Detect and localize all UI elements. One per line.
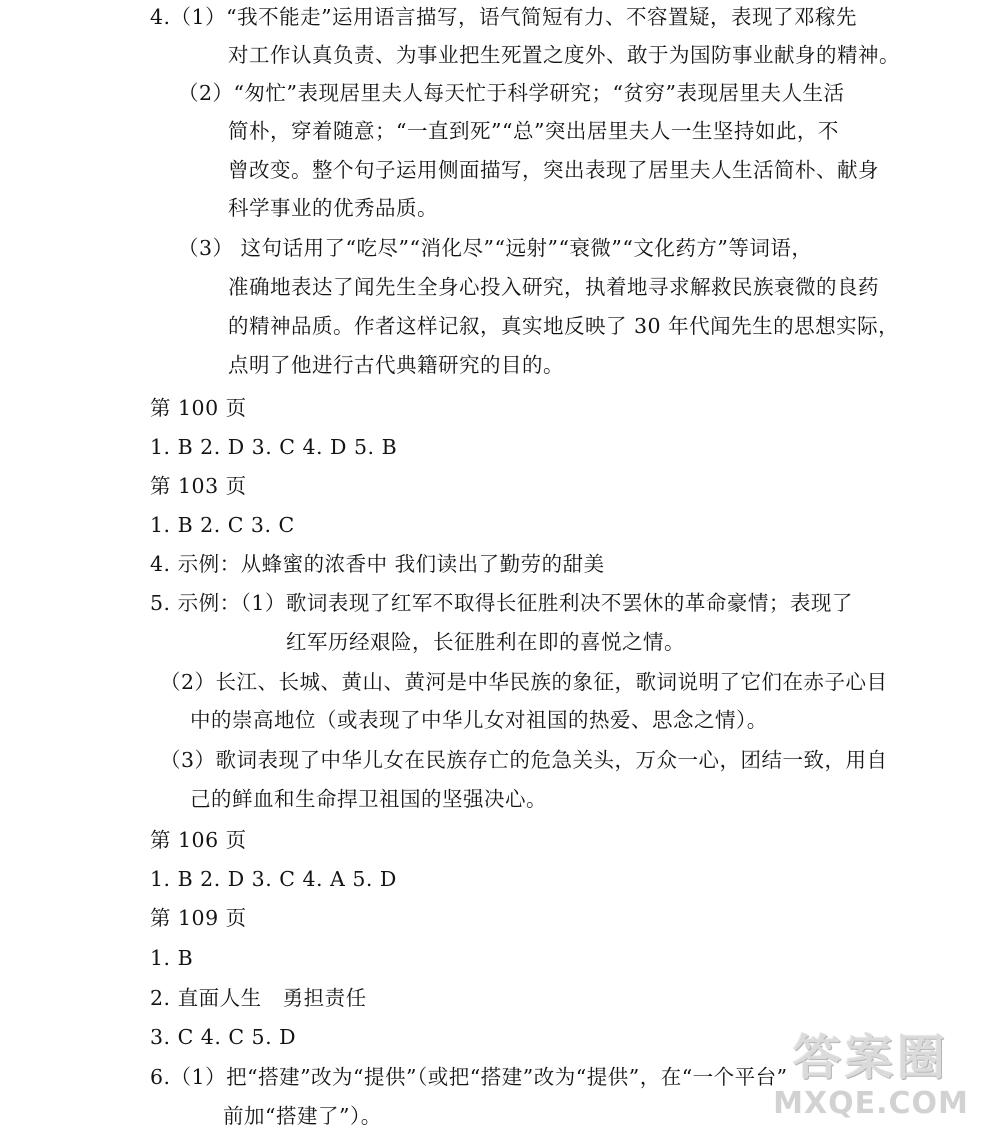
page-heading-103: 第 103 页 <box>150 474 247 498</box>
q4-part2-line4: 科学事业的优秀品质。 <box>228 196 438 220</box>
q4-part1-line1: 4.（1）“我不能走”运用语言描写，语气简短有力、不容置疑，表现了邓稼先 <box>150 5 858 29</box>
answer-103-q5-part2-line2: 中的崇高地位（或表现了中华儿女对祖国的热爱、思念之情）。 <box>190 708 768 732</box>
answer-109-q6-line1: 6.（1）把“搭建”改为“提供”（或把“搭建”改为“提供”，在“一个平台” <box>150 1065 788 1089</box>
q4-part3-line3: 的精神品质。作者这样记叙，真实地反映了 30 年代闻先生的思想实际， <box>228 314 900 338</box>
answer-103-q5-part2-line1: （2）长江、长城、黄山、黄河是中华民族的象征，歌词说明了它们在赤子心目 <box>160 670 888 694</box>
answer-103-q5-part3-line2: 己的鲜血和生命捍卫祖国的坚强决心。 <box>190 787 547 811</box>
answer-109-q2: 2. 直面人生 勇担责任 <box>150 986 367 1010</box>
q4-part3-line4: 点明了他进行古代典籍研究的目的。 <box>228 353 564 377</box>
q4-part3-line1: （3） 这句话用了“吃尽”“消化尽”“远射”“衰微”“文化药方”等词语， <box>178 236 813 260</box>
answers-103-choice: 1. B 2. C 3. C <box>150 513 295 537</box>
q4-part2-line1: （2）“匆忙”表现居里夫人每天忙于科学研究；“贫穷”表现居里夫人生活 <box>178 81 845 105</box>
answer-109-q1: 1. B <box>150 946 194 970</box>
q4-part2-line3: 曾改变。整个句子运用侧面描写，突出表现了居里夫人生活简朴、献身 <box>228 158 879 182</box>
answer-103-q5-part1-line1: 5. 示例：（1）歌词表现了红军不取得长征胜利决不罢休的革命豪情；表现了 <box>150 591 853 615</box>
answer-103-q4: 4. 示例：从蜂蜜的浓香中 我们读出了勤劳的甜美 <box>150 552 605 576</box>
answers-106: 1. B 2. D 3. C 4. A 5. D <box>150 867 397 891</box>
q4-part2-line2: 简朴，穿着随意；“一直到死”“总”突出居里夫人一生坚持如此，不 <box>228 119 839 143</box>
watermark-logo: 答案圈 <box>792 1030 949 1086</box>
answers-100: 1. B 2. D 3. C 4. D 5. B <box>150 435 398 459</box>
watermark-url: MXQE.COM <box>773 1086 969 1121</box>
q4-part1-line2: 对工作认真负责、为事业把生死置之度外、敢于为国防事业献身的精神。 <box>228 43 900 67</box>
q4-part3-line2: 准确地表达了闻先生全身心投入研究，执着地寻求解救民族衰微的良药 <box>228 275 879 299</box>
answer-109-q6-line2: 前加“搭建了”）。 <box>223 1104 382 1128</box>
page-heading-106: 第 106 页 <box>150 828 247 852</box>
page-heading-100: 第 100 页 <box>150 396 247 420</box>
answer-103-q5-part3-line1: （3）歌词表现了中华儿女在民族存亡的危急关头，万众一心，团结一致，用自 <box>160 748 888 772</box>
site-watermark <box>756 1029 986 1129</box>
answers-109-choice: 3. C 4. C 5. D <box>150 1025 297 1049</box>
page-heading-109: 第 109 页 <box>150 906 247 930</box>
answer-103-q5-part1-line2: 红军历经艰险，长征胜利在即的喜悦之情。 <box>286 630 685 654</box>
